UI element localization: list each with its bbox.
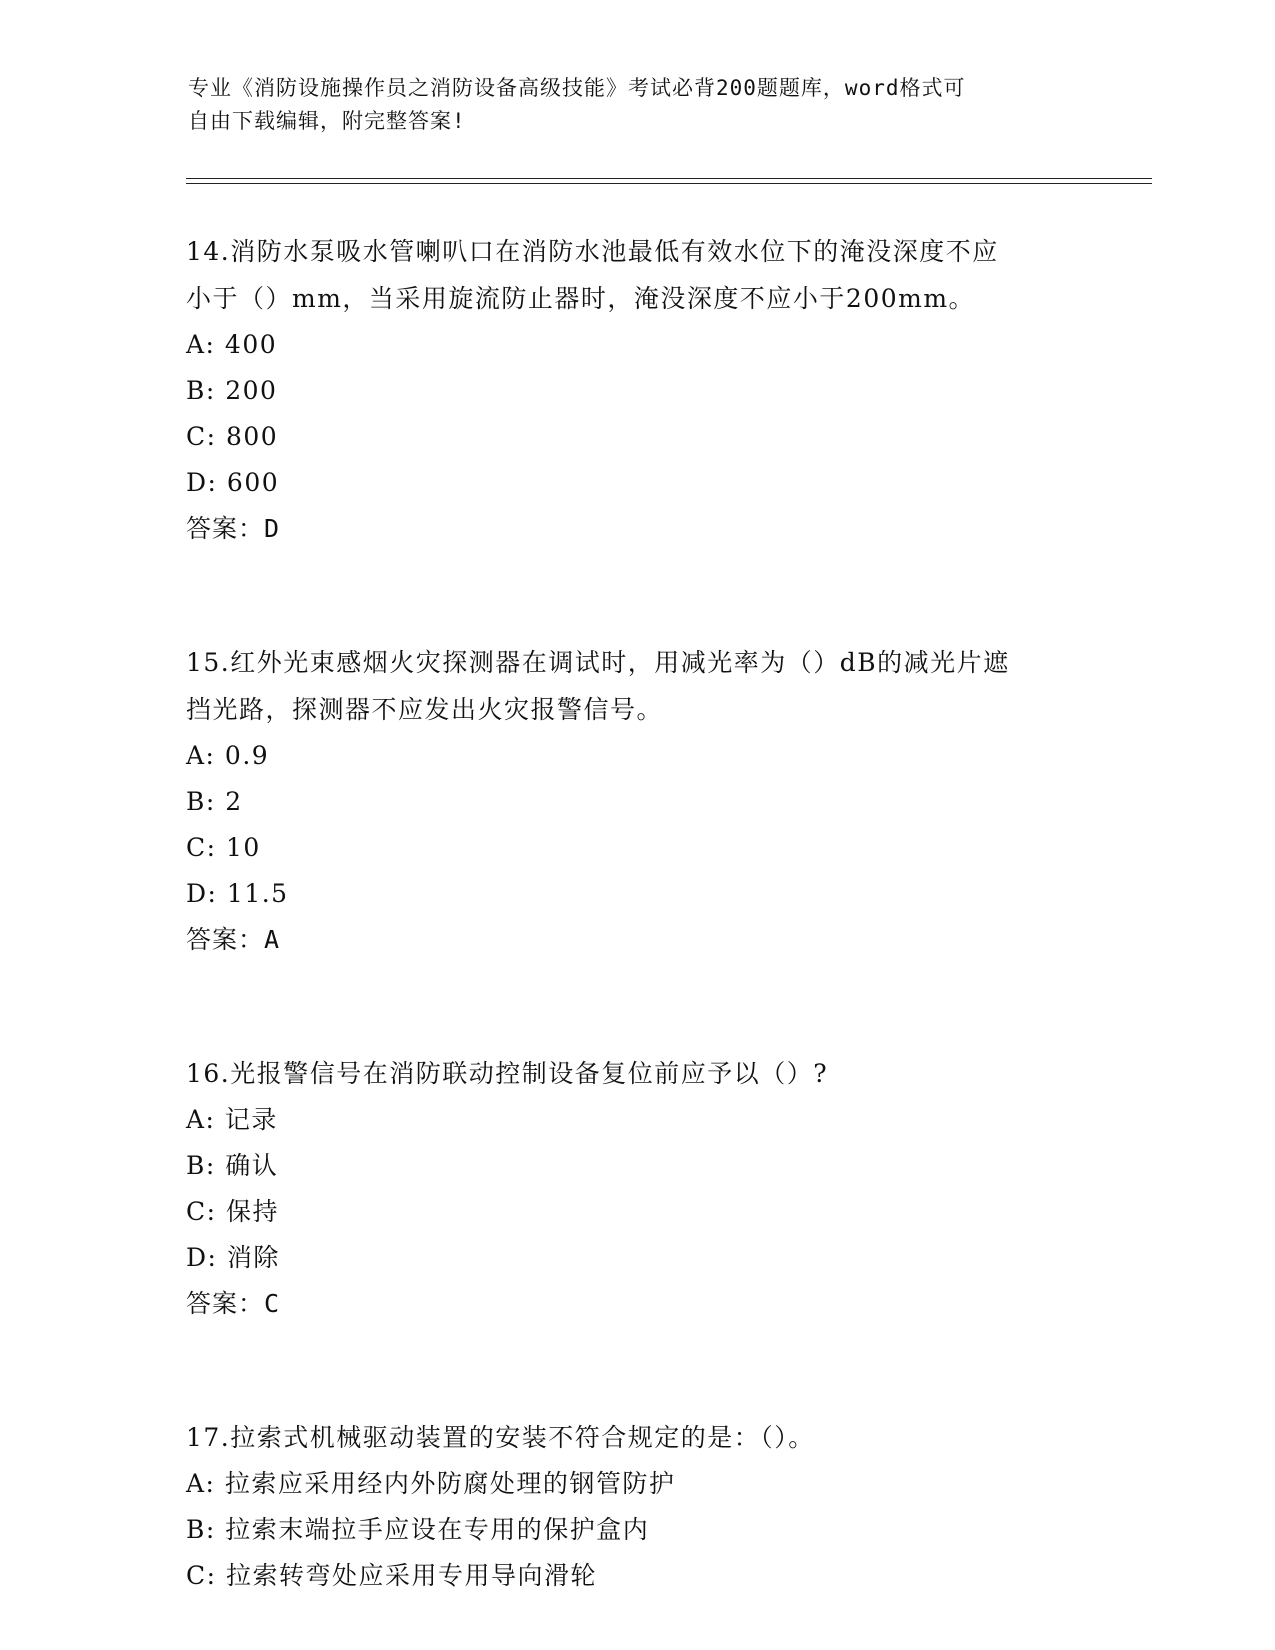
question-16 xyxy=(186,1050,1086,1327)
question-15 xyxy=(186,639,1086,963)
option-d: D: 消除 xyxy=(186,1243,280,1272)
option-d: D: 11.5 xyxy=(186,879,289,908)
header-divider-bottom xyxy=(186,183,1152,184)
header-line-2: 自由下载编辑，附完整答案! xyxy=(188,109,466,133)
option-b: B: 拉索末端拉手应设在专用的保护盒内 xyxy=(186,1515,650,1544)
answer-label: 答案：D xyxy=(186,514,281,543)
question-text: 15.红外光束感烟火灾探测器在调试时，用减光率为（）dB的减光片遮 xyxy=(186,648,1010,677)
option-c: C: 800 xyxy=(186,422,279,451)
document-header xyxy=(188,72,1088,138)
option-a: A: 400 xyxy=(186,330,278,359)
answer-label: 答案：A xyxy=(186,925,281,954)
question-list xyxy=(186,228,1086,1599)
question-text: 16.光报警信号在消防联动控制设备复位前应予以（）? xyxy=(186,1059,829,1088)
question-text: 17.拉索式机械驱动装置的安装不符合规定的是：（）。 xyxy=(186,1423,815,1452)
question-gap xyxy=(186,1327,1086,1414)
question-14 xyxy=(186,228,1086,552)
question-gap xyxy=(186,963,1086,1050)
option-d: D: 600 xyxy=(186,468,280,497)
question-text: 挡光路，探测器不应发出火灾报警信号。 xyxy=(186,695,664,724)
option-c: C: 保持 xyxy=(186,1197,279,1226)
answer-label: 答案：C xyxy=(186,1289,281,1318)
option-c: C: 拉索转弯处应采用专用导向滑轮 xyxy=(186,1561,597,1590)
question-gap xyxy=(186,552,1086,639)
option-a: A: 拉索应采用经内外防腐处理的钢管防护 xyxy=(186,1469,676,1498)
option-b: B: 确认 xyxy=(186,1151,279,1180)
question-17 xyxy=(186,1414,1086,1599)
option-c: C: 10 xyxy=(186,833,261,862)
question-text: 14.消防水泵吸水管喇叭口在消防水池最低有效水位下的淹没深度不应 xyxy=(186,237,999,266)
option-b: B: 200 xyxy=(186,376,278,405)
header-divider-top xyxy=(186,178,1152,179)
option-b: B: 2 xyxy=(186,787,243,816)
option-a: A: 0.9 xyxy=(186,741,270,770)
header-line-1: 专业《消防设施操作员之消防设备高级技能》考试必背200题题库，word格式可 xyxy=(188,76,966,100)
option-a: A: 记录 xyxy=(186,1105,278,1134)
question-text: 小于（）mm，当采用旋流防止器时，淹没深度不应小于200mm。 xyxy=(186,284,976,313)
